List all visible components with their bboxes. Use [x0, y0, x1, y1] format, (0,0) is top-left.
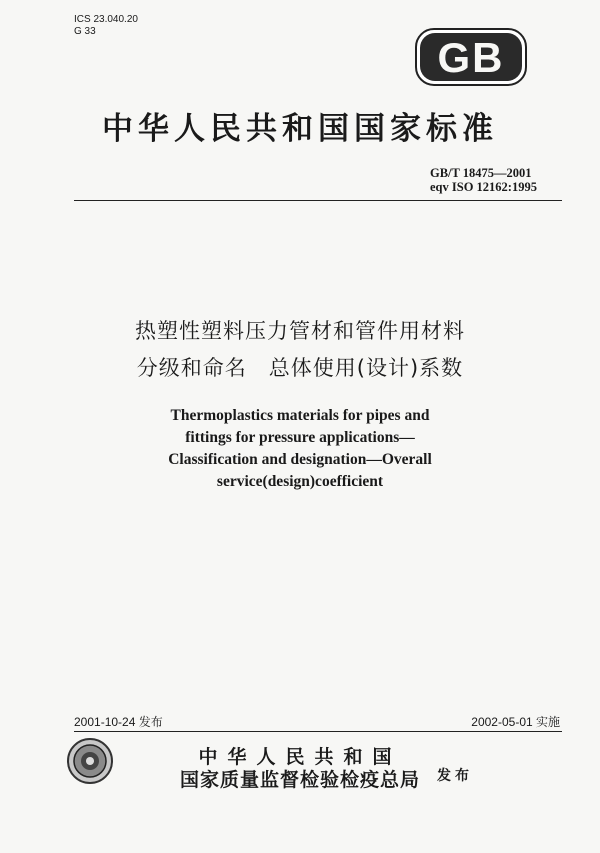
title-en — [0, 405, 600, 493]
header-divider — [74, 200, 562, 201]
gb-logo-text: GB — [437, 34, 505, 81]
implementation-date: 2002-05-01 实施 — [471, 715, 560, 729]
gb-logo — [415, 28, 527, 86]
classification-codes — [74, 14, 138, 38]
footer-divider — [74, 731, 562, 732]
issue-date: 2001-10-24 发布 — [74, 715, 163, 729]
standard-number — [430, 166, 537, 194]
seal-icon — [66, 737, 114, 785]
ccs-code: G 33 — [74, 26, 96, 37]
title-cn-line2: 分级和命名 总体使用(设计)系数 — [136, 356, 464, 380]
standard-category-title: 中华人民共和国国家标准 — [102, 111, 498, 147]
title-cn-line1: 热塑性塑料压力管材和管件用材料 — [135, 319, 465, 343]
title-en-line4: service(design)coefficient — [216, 473, 384, 490]
standard-number-gb: GB/T 18475—2001 — [430, 166, 532, 180]
publish-label: 发布 — [437, 768, 473, 784]
ics-code: ICS 23.040.20 — [74, 14, 138, 25]
title-en-line3: Classification and designation—Overall — [168, 451, 432, 468]
standard-number-iso: eqv ISO 12162:1995 — [430, 180, 537, 194]
issuer-agency: 国家质量监督检验检疫总局 — [179, 769, 420, 791]
title-en-line1: Thermoplastics materials for pipes and — [170, 407, 430, 424]
issuer-country: 中华人民共和国 — [198, 746, 402, 768]
title-en-line2: fittings for pressure applications— — [185, 429, 415, 446]
